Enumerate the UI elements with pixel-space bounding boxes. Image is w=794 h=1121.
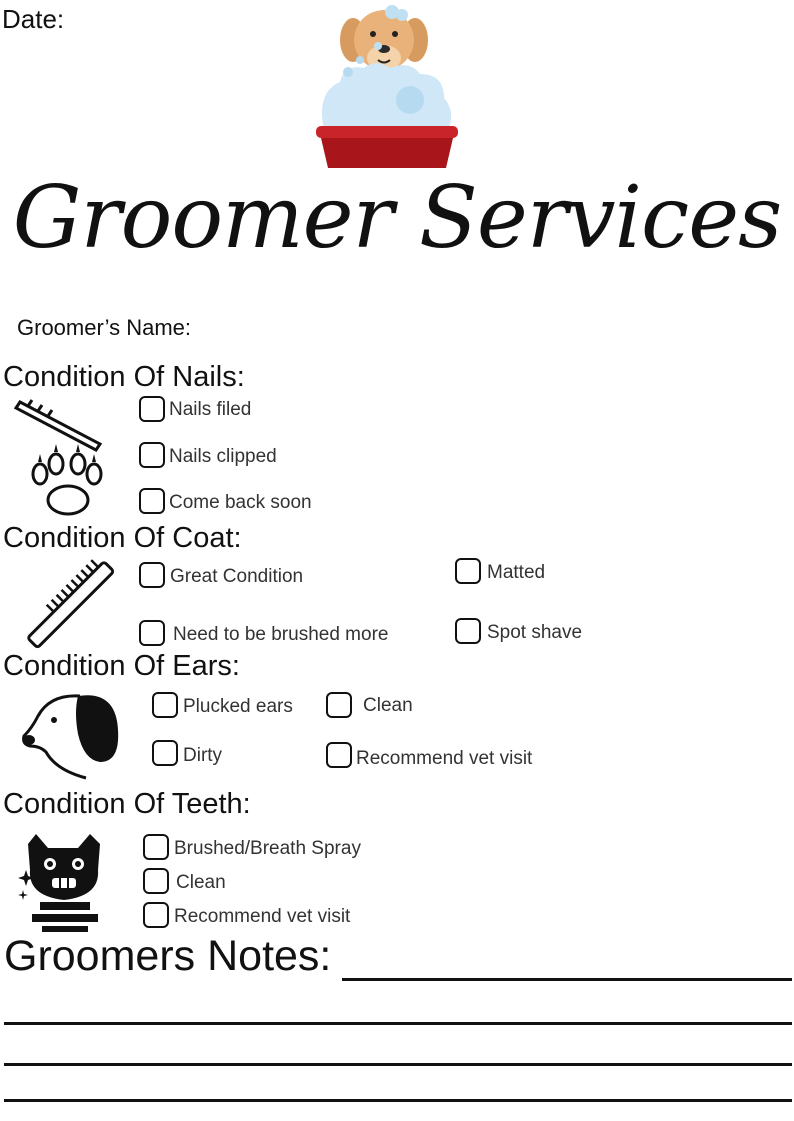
comb-icon bbox=[26, 556, 114, 652]
matted-checkbox[interactable] bbox=[455, 558, 481, 584]
plucked-ears-checkbox[interactable] bbox=[152, 692, 178, 718]
dirty-checkbox[interactable] bbox=[152, 740, 178, 766]
dirty-label: Dirty bbox=[183, 745, 223, 766]
groomer-name-label: Groomer’s Name: bbox=[17, 315, 192, 340]
ears-clean-checkbox[interactable] bbox=[326, 692, 352, 718]
nails-clipped-checkbox[interactable] bbox=[139, 442, 165, 468]
nails-filed-checkbox[interactable] bbox=[139, 396, 165, 422]
nails-heading: Condition Of Nails: bbox=[3, 361, 245, 393]
brushed-more-label: Need to be brushed more bbox=[173, 624, 389, 645]
teeth-heading: Condition Of Teeth: bbox=[3, 788, 251, 820]
come-back-soon-label: Come back soon bbox=[169, 492, 312, 513]
matted-label: Matted bbox=[487, 562, 546, 583]
dog-teeth-icon bbox=[18, 830, 110, 934]
nail-file-and-paw-icon bbox=[16, 394, 112, 518]
spot-shave-checkbox[interactable] bbox=[455, 618, 481, 644]
ears-heading: Condition Of Ears: bbox=[3, 650, 240, 682]
notes-line-1[interactable] bbox=[342, 978, 792, 981]
ears-clean-label: Clean bbox=[363, 695, 413, 716]
dog-in-bath-icon bbox=[316, 2, 460, 172]
great-condition-checkbox[interactable] bbox=[139, 562, 165, 588]
notes-line-4[interactable] bbox=[4, 1099, 792, 1102]
great-condition-label: Great Condition bbox=[170, 566, 304, 587]
ears-vet-visit-checkbox[interactable] bbox=[326, 742, 352, 768]
teeth-vet-visit-label: Recommend vet visit bbox=[174, 906, 351, 927]
notes-line-2[interactable] bbox=[4, 1022, 792, 1025]
nails-filed-label: Nails filed bbox=[169, 399, 252, 420]
come-back-soon-checkbox[interactable] bbox=[139, 488, 165, 514]
date-label: Date: bbox=[2, 4, 65, 34]
teeth-clean-checkbox[interactable] bbox=[143, 868, 169, 894]
plucked-ears-label: Plucked ears bbox=[183, 696, 293, 717]
spot-shave-label: Spot shave bbox=[487, 622, 583, 643]
notes-line-3[interactable] bbox=[4, 1063, 792, 1066]
dog-head-icon bbox=[20, 690, 122, 784]
teeth-clean-label: Clean bbox=[176, 872, 226, 893]
nails-clipped-label: Nails clipped bbox=[169, 446, 277, 467]
brushed-breath-spray-label: Brushed/Breath Spray bbox=[174, 838, 361, 859]
page-title: Groomer Services bbox=[12, 168, 782, 268]
teeth-vet-visit-checkbox[interactable] bbox=[143, 902, 169, 928]
coat-heading: Condition Of Coat: bbox=[3, 522, 242, 554]
ears-vet-visit-label: Recommend vet visit bbox=[356, 748, 533, 769]
groomers-notes-label: Groomers Notes: bbox=[4, 932, 332, 980]
brushed-breath-spray-checkbox[interactable] bbox=[143, 834, 169, 860]
brushed-more-checkbox[interactable] bbox=[139, 620, 165, 646]
